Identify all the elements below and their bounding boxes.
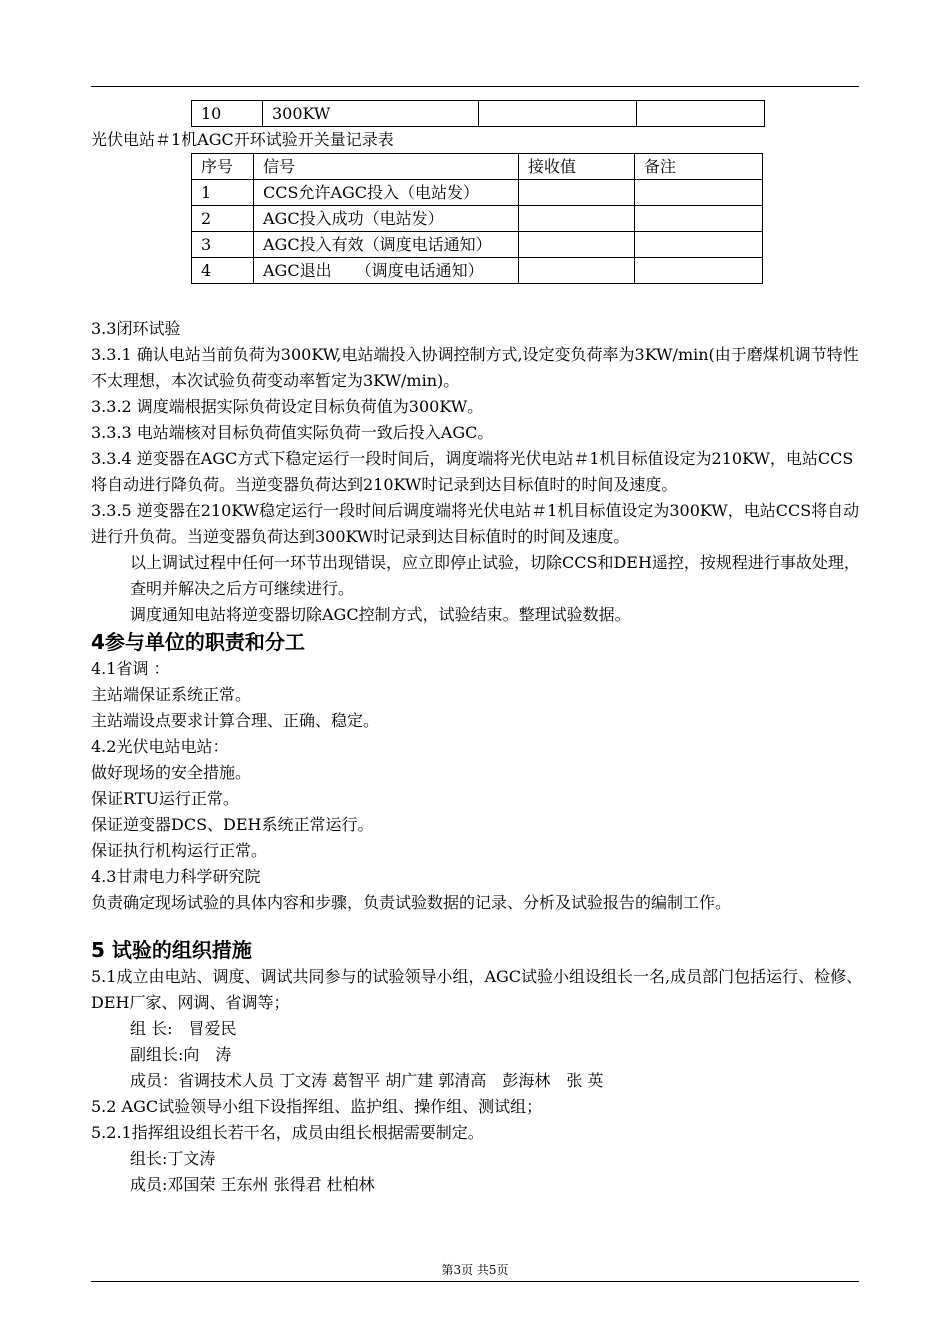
header-cell: 备注 bbox=[635, 154, 763, 180]
document-body bbox=[91, 316, 863, 1198]
table-cell: 4 bbox=[192, 258, 254, 284]
header-cell: 接收值 bbox=[519, 154, 635, 180]
paragraph: 3.3.4 逆变器在AGC方式下稳定运行一段时间后，调度端将光伏电站＃1机目标值设定为210KW，电站CCS将自动进行降负荷。当逆变器负荷达到210KW时记录到达目标值时的时间及速度。 bbox=[91, 449, 854, 494]
footer-rule bbox=[91, 1281, 859, 1282]
indented-paragraph: 组长:丁文涛 bbox=[130, 1149, 216, 1168]
indented-paragraph: 副组长:向 涛 bbox=[130, 1045, 232, 1064]
table-cell: 1 bbox=[192, 180, 254, 206]
paragraph: 保证执行机构运行正常。 bbox=[91, 841, 268, 860]
section-heading: 4参与单位的职责和分工 bbox=[91, 630, 305, 654]
table-cell bbox=[637, 101, 765, 127]
paragraph: 4.1省调 ： bbox=[91, 659, 170, 678]
table-row bbox=[192, 206, 763, 232]
indented-paragraph: 成员：省调技术人员 丁文涛 葛智平 胡广建 郭清高 彭海林 张 英 bbox=[130, 1071, 604, 1090]
page-footer: 第3页 共5页 bbox=[441, 1263, 509, 1277]
paragraph: 3.3.1 确认电站当前负荷为300KW,电站端投入协调控制方式,设定变负荷率为3KW/min(由于磨煤机调节特性不太理想，本次试验负荷变动率暂定为3KW/min)。 bbox=[91, 345, 859, 390]
table-cell: 3 bbox=[192, 232, 254, 258]
header-cell: 信号 bbox=[254, 154, 519, 180]
paragraph: 保证RTU运行正常。 bbox=[91, 789, 239, 808]
paragraph: 主站端保证系统正常。 bbox=[91, 685, 252, 704]
table-cell: AGC投入成功（电站发） bbox=[254, 206, 519, 232]
paragraph: 5.1成立由电站、调度、调试共同参与的试验领导小组，AGC试验小组设组长一名,成员部门包括运行、检修、DEH厂家、网调、省调等； bbox=[91, 967, 863, 1012]
table-row bbox=[192, 101, 765, 127]
table-cell bbox=[519, 180, 635, 206]
paragraph: 3.3闭环试验 bbox=[91, 319, 181, 338]
table-cell bbox=[519, 258, 635, 284]
paragraph: 3.3.3 电站端核对目标负荷值实际负荷一致后投入AGC。 bbox=[91, 423, 494, 442]
indented-paragraph: 成员:邓国荣 王东州 张得君 杜柏林 bbox=[130, 1175, 375, 1194]
table-cell bbox=[635, 180, 763, 206]
paragraph: 3.3.2 调度端根据实际负荷设定目标负荷值为300KW。 bbox=[91, 397, 484, 416]
indented-paragraph: 组 长: 冒爱民 bbox=[130, 1019, 237, 1038]
paragraph: 负责确定现场试验的具体内容和步骤，负责试验数据的记录、分析及试验报告的编制工作。 bbox=[91, 893, 732, 912]
paragraph: 5.2.1指挥组设组长若干名，成员由组长根据需要制定。 bbox=[91, 1123, 484, 1142]
table-cell bbox=[519, 232, 635, 258]
paragraph: 4.3甘肃电力科学研究院 bbox=[91, 867, 261, 886]
table-caption: 光伏电站＃1机AGC开环试验开关量记录表 bbox=[91, 130, 394, 149]
table-row bbox=[192, 232, 763, 258]
table-cell: 10 bbox=[192, 101, 263, 127]
table-cell: 2 bbox=[192, 206, 254, 232]
paragraph: 保证逆变器DCS、DEH系统正常运行。 bbox=[91, 815, 374, 834]
table-cell bbox=[479, 101, 637, 127]
paragraph: 主站端设点要求计算合理、正确、稳定。 bbox=[91, 711, 380, 730]
paragraph: 5.2 AGC试验领导小组下设指挥组、监护组、操作组、测试组； bbox=[91, 1097, 543, 1116]
load-table-tail bbox=[191, 100, 765, 127]
table-cell bbox=[635, 232, 763, 258]
section-heading: 5 试验的组织措施 bbox=[91, 938, 252, 962]
table-cell: AGC退出 （调度电话通知） bbox=[254, 258, 519, 284]
header-cell: 序号 bbox=[192, 154, 254, 180]
table-cell: 300KW bbox=[263, 101, 479, 127]
table-cell: CCS允许AGC投入（电站发） bbox=[254, 180, 519, 206]
header-rule bbox=[91, 86, 859, 87]
table-row bbox=[192, 258, 763, 284]
indented-paragraph: 调度通知电站将逆变器切除AGC控制方式，试验结束。整理试验数据。 bbox=[130, 605, 631, 624]
paragraph: 做好现场的安全措施。 bbox=[91, 763, 252, 782]
table-cell: AGC投入有效（调度电话通知） bbox=[254, 232, 519, 258]
table-row bbox=[192, 180, 763, 206]
indented-paragraph: 以上调试过程中任何一环节出现错误，应立即停止试验，切除CCS和DEH遥控，按规程进行事故处理，查明并解决之后方可继续进行。 bbox=[130, 553, 860, 598]
table-cell bbox=[635, 206, 763, 232]
table-cell bbox=[635, 258, 763, 284]
paragraph: 4.2光伏电站电站： bbox=[91, 737, 229, 756]
table-cell bbox=[519, 206, 635, 232]
table-header-row bbox=[192, 154, 763, 180]
signal-record-table bbox=[191, 153, 763, 284]
paragraph: 3.3.5 逆变器在210KW稳定运行一段时间后调度端将光伏电站＃1机目标值设定为300KW，电站CCS将自动进行升负荷。当逆变器负荷达到300KW时记录到达目标值时的时间及速度。 bbox=[91, 501, 860, 546]
spacer bbox=[91, 916, 863, 936]
